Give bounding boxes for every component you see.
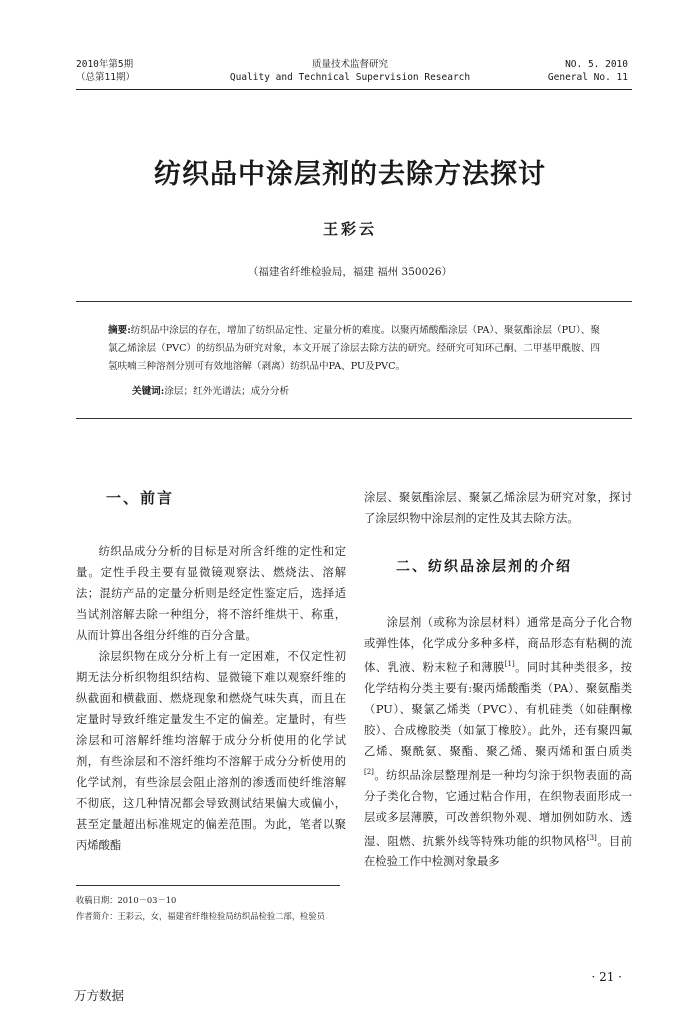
general-number: General No. 11	[547, 72, 628, 83]
issue-number-en: NO. 5. 2010	[565, 59, 628, 70]
citation-2: [2]	[364, 767, 374, 776]
total-issue: （总第11期）	[76, 72, 135, 83]
paper-title: 纺织品中涂层剂的去除方法探讨	[154, 159, 546, 190]
abstract-bottom-rule	[76, 418, 632, 419]
abstract	[108, 322, 600, 376]
citation-3: [3]	[586, 833, 597, 842]
author-affiliation: （福建省纤维检验局，福建 福州 350026）	[247, 266, 453, 278]
abstract-label: 摘要:	[108, 325, 131, 336]
journal-number	[548, 58, 628, 84]
keywords	[132, 384, 289, 400]
footnote-received: 收稿日期：2010－03－10	[76, 895, 177, 905]
section-heading-coatings: 二、纺织品涂层剂的介绍	[396, 559, 572, 575]
abstract-text: 纺织品中涂层的存在，增加了纺织品定性、定量分析的难度。以聚丙烯酸酯涂层（PA）、聚氨酯涂层（PU）、聚氯乙烯涂层（PVC）的纺织品为研究对象，本文开展了涂层去除方法的研究。经研究可知环己酮、二甲基甲酰胺、四氢呋喃三种溶剂分别可有效地溶解（剥离）纺织品中PA、PU及PVC。	[108, 325, 600, 372]
coatings-paragraph-1	[364, 612, 632, 872]
intro-paragraph-continued: 涂层、聚氨酯涂层、聚氯乙烯涂层为研究对象，探讨了涂层织物中涂层剂的定性及其去除方法。	[364, 491, 632, 525]
coatings-text-a: 涂层剂（或称为涂层材料）通常是高分子化合物或弹性体，化学成分多种多样，商品形态有粘稠的流体、乳液、粉末粒子和薄膜	[364, 616, 632, 674]
page-number: · 21 ·	[591, 970, 622, 984]
watermark: 万方数据	[74, 988, 125, 1003]
intro-paragraph-2: 涂层织物在成分分析上有一定困难，不仅定性初期无法分析织物组织结构、显微镜下难以观察纤维的纵截面和横截面、燃烧现象和燃烧气味失真，而且在定量时导致纤维定量发生不定的偏差。定量时，有些涂层和可溶解纤维均溶解于成分分析使用的化学试剂，有些涂层和不溶纤维均不溶解于成分分析使用的化学试剂，有些涂层会阻止溶剂的渗透而使纤维溶解不彻底，这几种情况都会导致测试结果偏大或偏小，甚至定量超出标准规定的偏差范围。为此，笔者以聚丙烯酸酯	[76, 650, 346, 852]
header-rule	[76, 89, 632, 90]
keywords-text: 涂层；红外光谱法；成分分析	[164, 386, 290, 397]
footnote-rule	[76, 885, 340, 886]
keywords-label: 关键词:	[132, 386, 165, 397]
issue-number: 2010年第5期	[76, 59, 134, 70]
journal-name-cn: 质量技术监督研究	[311, 59, 388, 70]
abstract-top-rule	[76, 301, 632, 302]
coatings-text-b: 。同时其种类很多，按化学结构分类主要有:聚丙烯酸酯类（PA）、聚氨酯类（PU）、聚氯乙烯类（PVC）、有机硅类（如硅酮橡胶）、合成橡胶类（如氯丁橡胶）。此外，还有聚四氟乙烯、聚酰氨、聚酯、聚乙烯、聚丙烯和蛋白质类	[364, 660, 632, 758]
citation-1: [1]	[504, 660, 515, 668]
author-name: 王彩云	[322, 220, 377, 238]
section-heading-intro: 一、前言	[106, 489, 175, 507]
footnote-author-bio: 作者简介：王彩云，女，福建省纤维检验局纺织品检验二部，检验员	[76, 911, 325, 921]
intro-paragraph-1: 纺织品成分分析的目标是对所含纤维的定性和定量。定性手段主要有显微镜观察法、燃烧法、溶解法；混纺产品的定量分析则是经定性鉴定后，选择适当试剂溶解去除一种组分，将不溶纤维烘干、称重，从而计算出各组分纤维的百分含量。	[76, 545, 346, 642]
coatings-text-c: 。纺织品涂层整理剂是一种均匀涂于织物表面的高分子类化合物，它通过粘合作用，在织物表面形成一层或多层薄膜，可改善织物外观、增加例如防水、透湿、阻燃、抗紫外线等特殊功能的织物风格	[364, 768, 632, 848]
coatings-text-d: 。目前在检验工作中检测对象最多	[364, 834, 632, 869]
journal-name-en: Quality and Technical Supervision Research	[229, 72, 471, 83]
